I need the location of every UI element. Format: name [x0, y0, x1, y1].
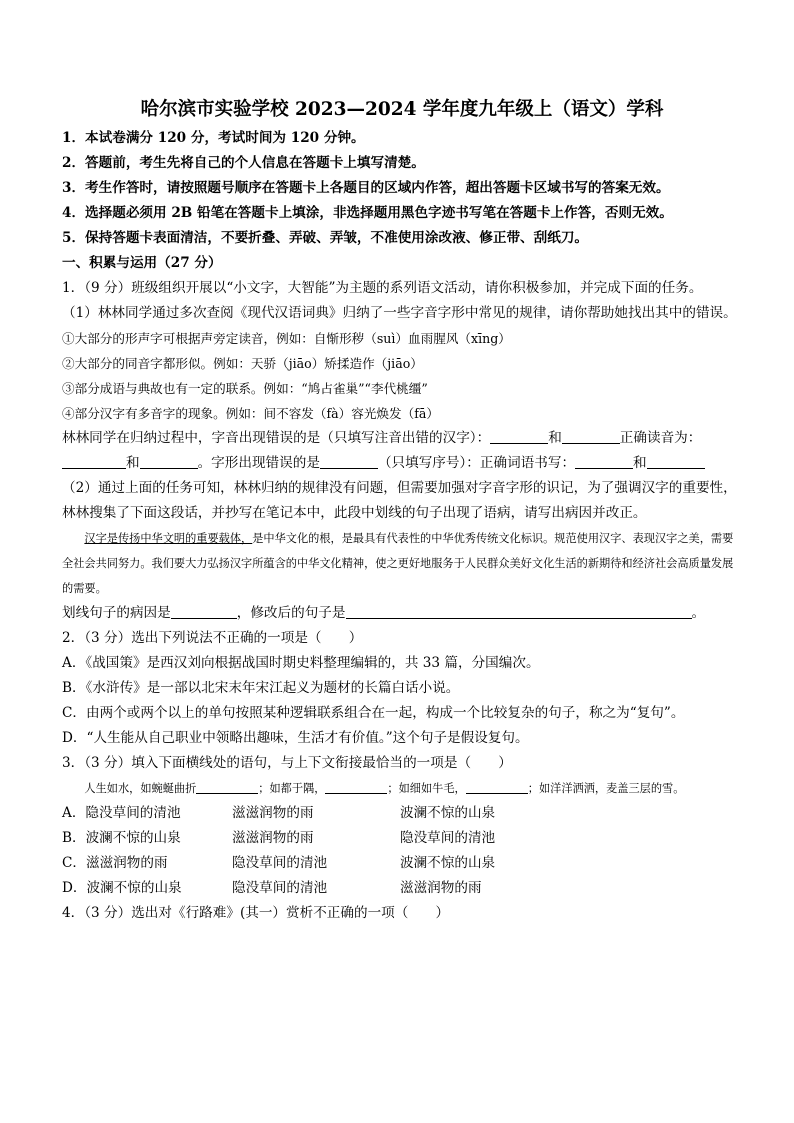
answer-blank[interactable]	[575, 454, 633, 469]
answer-blank[interactable]	[140, 454, 198, 469]
option-b[interactable]: B．波澜不惊的山泉 滋滋润物的雨 隐没草间的清池	[62, 830, 496, 846]
question-stem: 2．（3 分）选出下列说法不正确的一项是（ ）	[62, 630, 363, 646]
exam-page	[62, 98, 742, 926]
question-stem: 3．（3 分）填入下面横线处的语句，与上下文衔接最恰当的一项是（ ）	[62, 755, 512, 771]
exam-title: 哈尔滨市实验学校 2023—2024 学年度九年级上（语文）学科	[140, 99, 664, 120]
section-heading: 一、积累与运用（27 分）	[62, 255, 222, 271]
notice-item: 3．考生作答时，请按照题号顺序在答题卡上各题目的区域内作答，超出答题卡区域书写的答案无效。	[62, 180, 670, 196]
notice-list	[62, 126, 742, 251]
handwritten-passage: 汉字是传扬中华文明的重要载体，是中华文化的根，是最具有代表性的中华优秀传统文化标识。规范使用汉字、表现汉字之美，需要全社会共同努力。我们要大力弘扬汉字所蕴含的中华文化精神，使之更好地服务于人民群众美好文化生活的新期待和经济社会高质量发展的需要。	[62, 532, 734, 595]
question-stem: 1．（9 分）班级组织开展以“小文字，大智能”为主题的系列语文活动，请你积极参加，并完成下面的任务。	[62, 280, 703, 296]
underlined-sentence: 汉字是传扬中华文明的重要载体，	[84, 532, 253, 545]
option-b[interactable]: B．《水浒传》是一部以北宋末年宋江起义为题材的长篇白话小说。	[62, 680, 460, 696]
question-2	[62, 626, 742, 751]
question-3	[62, 751, 742, 901]
answer-blank[interactable]	[325, 779, 387, 794]
answer-blank[interactable]	[466, 779, 528, 794]
answer-blank[interactable]	[346, 604, 692, 619]
option-a[interactable]: A．《战国策》是西汉刘向根据战国时期史料整理编辑的，共 33 篇，分国编次。	[62, 655, 540, 671]
answer-blank[interactable]	[62, 454, 126, 469]
example-item: ②大部分的同音字都形似。例如：天骄（jiāo）矫揉造作（jiāo）	[62, 356, 423, 371]
question-stem: 4．（3 分）选出对《行路难》(其一）赏析不正确的一项（ ）	[62, 905, 450, 921]
answer-blank[interactable]	[647, 454, 705, 469]
handwritten-passage: 人生如水，如蜿蜒曲折 ；如都于隅， ；如细如牛毛， ；如洋洋洒洒，麦盖三层的雪。	[62, 776, 742, 801]
question-4	[62, 901, 742, 926]
notice-item: 1．本试卷满分 120 分，考试时间为 120 分钟。	[62, 130, 365, 146]
option-d[interactable]: D．波澜不惊的山泉 隐没草间的清池 滋滋润物的雨	[62, 880, 482, 896]
notice-item: 5．保持答题卡表面清洁，不要折叠、弄破、弄皱，不准使用涂改液、修正带、刮纸刀。	[62, 230, 589, 246]
option-a[interactable]: A．隐没草间的清池 滋滋润物的雨 波澜不惊的山泉	[62, 805, 496, 821]
sub-question-2: （2）通过上面的任务可知，林林归纳的规律没有问题，但需要加强对字音字形的识记，为了强调汉字的重要性，林林搜集了下面这段话，并抄写在笔记本中，此段中划线的句子出现了语病，请写出病因并改正。	[62, 480, 737, 521]
fix-line: 划线句子的病因是 ，修改后的句子是 。	[62, 605, 706, 621]
answer-blank[interactable]	[196, 779, 258, 794]
option-c[interactable]: C．由两个或两个以上的单句按照某种逻辑联系组合在一起，构成一个比较复杂的句子，称之为“复句”。	[62, 705, 685, 721]
option-d[interactable]: D．“人生能从自己职业中领略出趣味，生活才有价值。”这个句子是假设复句。	[62, 730, 529, 746]
answer-blank[interactable]	[320, 454, 378, 469]
example-item: ④部分汉字有多音字的现象。例如：间不容发（fà）容光焕发（fā）	[62, 406, 439, 421]
sub-question-1: （1）林林同学通过多次查阅《现代汉语词典》归纳了一些字音字形中常见的规律，请你帮助她找出其中的错误。	[62, 305, 737, 321]
notice-item: 2．答题前，考生先将自己的个人信息在答题卡上填写清楚。	[62, 155, 425, 171]
notice-item: 4．选择题必须用 2B 铅笔在答题卡上填涂，非选择题用黑色字迹书写笔在答题卡上作答，否则无效。	[62, 205, 673, 221]
fill-in-line: 林林同学在归纳过程中，字音出现错误的是（只填写注音出错的汉字）： 和 正确读音为： 和 。字形出现错误的是 （只填写序号）：正确词语书写： 和	[62, 426, 742, 476]
question-1	[62, 276, 742, 626]
option-c[interactable]: C．滋滋润物的雨 隐没草间的清池 波澜不惊的山泉	[62, 855, 496, 871]
answer-blank[interactable]	[490, 429, 548, 444]
example-item: ①大部分的形声字可根据声旁定读音，例如：自惭形秽（suì）血雨腥风（xīng）	[62, 331, 511, 346]
example-item: ③部分成语与典故也有一定的联系。例如：“鸠占雀巢”“李代桃缰”	[62, 381, 428, 396]
answer-blank[interactable]	[171, 604, 237, 619]
answer-blank[interactable]	[562, 429, 620, 444]
